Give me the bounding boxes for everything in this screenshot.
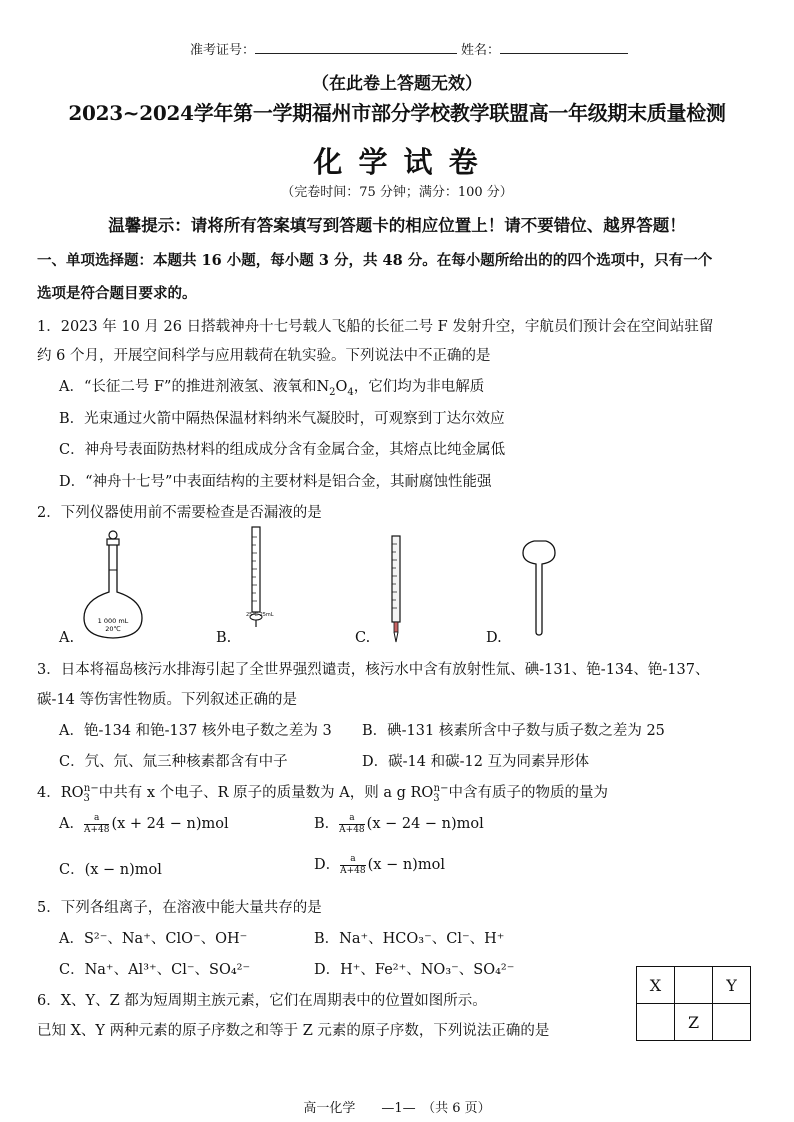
flask-capacity-label: 1 000 mL	[97, 617, 129, 625]
q3-stem-line2: 碳-14 等伤害性物质。下列叙述正确的是	[37, 692, 297, 708]
flask-temperature-label: 20℃	[105, 625, 121, 633]
q4-option-a: A． $\frac{a}{A+48}$ (x + 24 − n)mol	[59, 812, 229, 835]
grid-cell	[675, 967, 713, 1004]
q5-stem: 5．下列各组离子，在溶液中能大量共存的是	[37, 900, 322, 916]
grid-cell	[713, 1004, 751, 1041]
q3-option-c: C．氕、氘、氚三种核素都含有中子	[59, 754, 288, 770]
volumetric-flask-image	[80, 530, 150, 640]
q6-stem-line1: 6．X、Y、Z 都为短周期主族元素，它们在周期表中的位置如图所示。	[37, 993, 487, 1009]
time-info: （完卷时间：75 分钟；满分：100 分）	[281, 185, 513, 200]
q3-option-b: B．碘-131 核素所含中子数与质子数之差为 25	[362, 723, 665, 739]
q5-option-a: A．S²⁻、Na⁺、ClO⁻、OH⁻	[59, 931, 248, 947]
q1-option-c: C．神舟号表面防热材料的组成成分含有金属合金，其熔点比纯金属低	[59, 442, 506, 458]
grid-cell: Z	[675, 1004, 713, 1041]
q1-stem-line2: 约 6 个月，开展空间科学与应用载荷在轨实验。下列说法中不正确的是	[37, 348, 491, 364]
header-line	[190, 39, 628, 58]
q5-option-c: C．Na⁺、Al³⁺、Cl⁻、SO₄²⁻	[59, 962, 251, 978]
periodic-table-grid	[636, 966, 751, 1041]
q3-stem-line1: 3．日本将福岛核污水排海引起了全世界强烈谴责，核污水中含有放射性氚、碘-131、铯-134、铯-137、	[37, 662, 710, 678]
burette-label: 25℃ 25mL	[246, 612, 274, 618]
grid-cell: Y	[713, 967, 751, 1004]
q1-option-a: A．“长征二号 F”的推进剂液氢、液氧和$N_2O_4$，它们均为非电解质	[59, 379, 485, 398]
q2-label-c: C.	[355, 630, 371, 646]
name-label: 姓名：	[461, 43, 501, 58]
q1-option-b: B．光束通过火箭中隔热保温材料纳米气凝胶时，可观察到丁达尔效应	[59, 411, 505, 427]
exam-title: 2023~2024学年第一学期福州市部分学校教学联盟高一年级期末质量检测	[68, 101, 726, 125]
q4-stem: 4．$RO_3^{n-}$中共有 x 个电子、R 原子的质量数为 A，则 a g $RO_3^{n-}$中含有质子的物质的量为	[37, 783, 608, 804]
q2-stem: 2．下列仪器使用前不需要检查是否漏液的是	[37, 505, 322, 521]
q5-option-d: D．H⁺、Fe²⁺、NO₃⁻、SO₄²⁻	[314, 962, 515, 978]
q4-option-d: D． $\frac{a}{A+48}$ (x − n)mol	[314, 853, 445, 876]
section1-line1: 一、单项选择题：本题共 16 小题，每小题 3 分，共 48 分。在每小题所给出的的四个选项中，只有一个	[37, 252, 713, 269]
q3-option-d: D．碳-14 和碳-12 互为同素异形体	[362, 754, 590, 770]
page-footer: 高一化学 —1— （共 6 页）	[303, 1101, 491, 1116]
q2-label-d: D.	[486, 630, 502, 646]
q6-stem-line2: 已知 X、Y 两种元素的原子序数之和等于 Z 元素的原子序数，下列说法正确的是	[37, 1023, 550, 1039]
grid-cell	[637, 1004, 675, 1041]
name-blank	[500, 41, 628, 54]
base-burette-image	[388, 536, 404, 646]
subject-title: 化 学 试 卷	[313, 145, 481, 179]
funnel-image	[520, 538, 560, 638]
q5-option-b: B．Na⁺、HCO₃⁻、Cl⁻、H⁺	[314, 931, 505, 947]
q2-label-a: A.	[59, 630, 75, 646]
q3-option-a: A．铯-134 和铯-137 核外电子数之差为 3	[59, 723, 332, 739]
admission-number-blank	[255, 41, 457, 54]
q2-label-b: B.	[216, 630, 232, 646]
grid-cell: X	[637, 967, 675, 1004]
admission-number-label: 准考证号：	[190, 43, 256, 58]
notice: （在此卷上答题无效）	[312, 74, 482, 94]
q4-option-b: B． $\frac{a}{A+48}$ (x − 24 − n)mol	[314, 812, 484, 835]
q1-option-d: D．“神舟十七号”中表面结构的主要材料是铝合金，其耐腐蚀性能强	[59, 474, 492, 490]
q1-stem-line1: 1．2023 年 10 月 26 日搭载神舟十七号载人飞船的长征二号 F 发射升空，宇航员们预计会在空间站驻留	[37, 319, 714, 335]
q4-option-c: C．(x − n)mol	[59, 862, 162, 878]
section1-line2: 选项是符合题目要求的。	[37, 285, 197, 302]
tip: 温馨提示：请将所有答案填写到答题卡的相应位置上！请不要错位、越界答题！	[108, 216, 686, 235]
